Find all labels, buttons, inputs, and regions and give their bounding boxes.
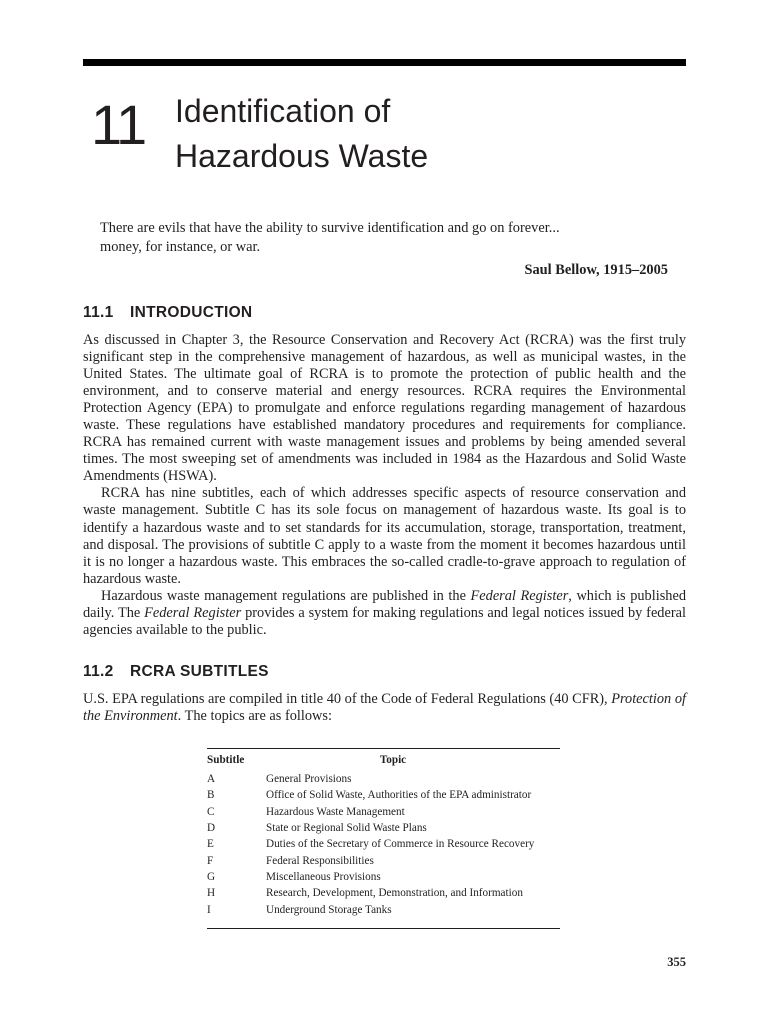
section-heading-introduction [83,304,252,322]
topic-cell: Hazardous Waste Management [266,805,405,818]
table-row [207,901,560,917]
section-number: 11.1 [83,304,114,321]
subtitle-cell: I [207,903,211,916]
rcra-subtitles-body [83,691,686,725]
table-row [207,820,560,836]
text-run: RCRA has nine subtitles, each of which addresses specific aspects of resource conservation and waste management. Subtitle C has its sole focus on management of hazardous waste. Its goal is to identify a hazardous waste and to set standards for its accumulation, storage, transportation, treatment, and disposal. The provisions of subtitle C apply to a waste from the moment it becomes hazardous until it is no longer a hazardous waste. This embraces the so-called cradle-to-grave approach to regulation of hazardous waste. [83,485,686,587]
table-row [207,885,560,901]
table-header [207,749,560,771]
subtitle-cell: H [207,887,216,900]
subtitle-cell: D [207,822,216,835]
subtitle-cell: A [207,773,216,786]
section-number: 11.2 [83,663,114,680]
italic-text: Federal Register [470,587,569,604]
section-heading-rcra-subtitles [83,663,269,681]
topic-cell: State or Regional Solid Waste Plans [266,822,427,835]
epigraph-line: money, for instance, or war. [100,239,261,255]
header-topic: Topic [379,754,407,766]
chapter-title-line: Identification of [175,93,391,129]
header-subtitle: Subtitle [207,754,245,766]
table-row [207,787,560,803]
subtitle-cell: G [207,870,216,883]
top-rule [83,59,686,66]
body-paragraph [83,588,686,639]
table-row [207,836,560,852]
table-bottom-rule [207,928,560,929]
italic-text: Protection of the Environment [83,691,686,725]
chapter-number: 11 [91,93,146,156]
text-run: U.S. EPA regulations are compiled in title 40 of the Code of Federal Regulations (40 CFR), [83,691,612,707]
topic-cell: General Provisions [266,773,352,786]
italic-text: Federal Register [144,604,242,621]
text-run: As discussed in Chapter 3, the Resource Conservation and Recovery Act (RCRA) was the first truly significant step in the comprehensive management of hazardous, as well as municipal wastes, in the United States. The ultimate goal of RCRA is to promote the protection of public health and the environment, and to conserve material and energy resources. RCRA requires the Environmental Protection Agency (EPA) to promulgate and enforce regulations regarding management of hazardous waste. These regulations have established mandatory procedures and requirements for compliance. RCRA has remained current with waste management issues and problems by being amended several times. The most sweeping set of amendments was included in 1984 as the Hazardous and Solid Waste Amendments (HSWA). [83,332,686,485]
body-paragraph [83,691,686,725]
topic-cell: Office of Solid Waste, Authorities of the EPA administrator [266,789,532,802]
table-row [207,869,560,885]
page-number: 355 [667,955,686,969]
epigraph-attribution: Saul Bellow, 1915–2005 [524,262,668,278]
body-paragraph [83,485,686,587]
table-row [207,771,560,787]
epigraph-quote [100,219,668,257]
text-run: provides a system for making regulations and legal notices issued by federal agencies available to the public. [83,604,686,638]
epigraph-line: There are evils that have the ability to survive identification and go on forever... [100,220,560,236]
subtitle-cell: E [207,838,214,851]
subtitle-cell: B [207,789,215,802]
table-body [207,771,560,928]
subtitle-cell: C [207,805,215,818]
topic-cell: Federal Responsibilities [266,854,374,867]
topic-cell: Miscellaneous Provisions [266,870,381,883]
chapter-title-line: Hazardous Waste [175,138,429,174]
section-title: INTRODUCTION [130,304,253,321]
subtitles-table [207,748,560,929]
section-title: RCRA SUBTITLES [130,663,269,680]
text-run: , which is published daily. The [83,587,686,621]
table-row [207,804,560,820]
text-run: . The topics are as follows: [177,708,332,725]
text-run: Hazardous waste management regulations are published in the [101,587,471,604]
topic-cell: Research, Development, Demonstration, and Information [266,887,523,900]
topic-cell: Duties of the Secretary of Commerce in Resource Recovery [266,838,535,851]
body-paragraph [83,332,686,485]
subtitle-cell: F [207,854,214,867]
introduction-body [83,332,686,639]
topic-cell: Underground Storage Tanks [266,903,392,916]
table-row [207,852,560,868]
chapter-title [175,89,428,179]
